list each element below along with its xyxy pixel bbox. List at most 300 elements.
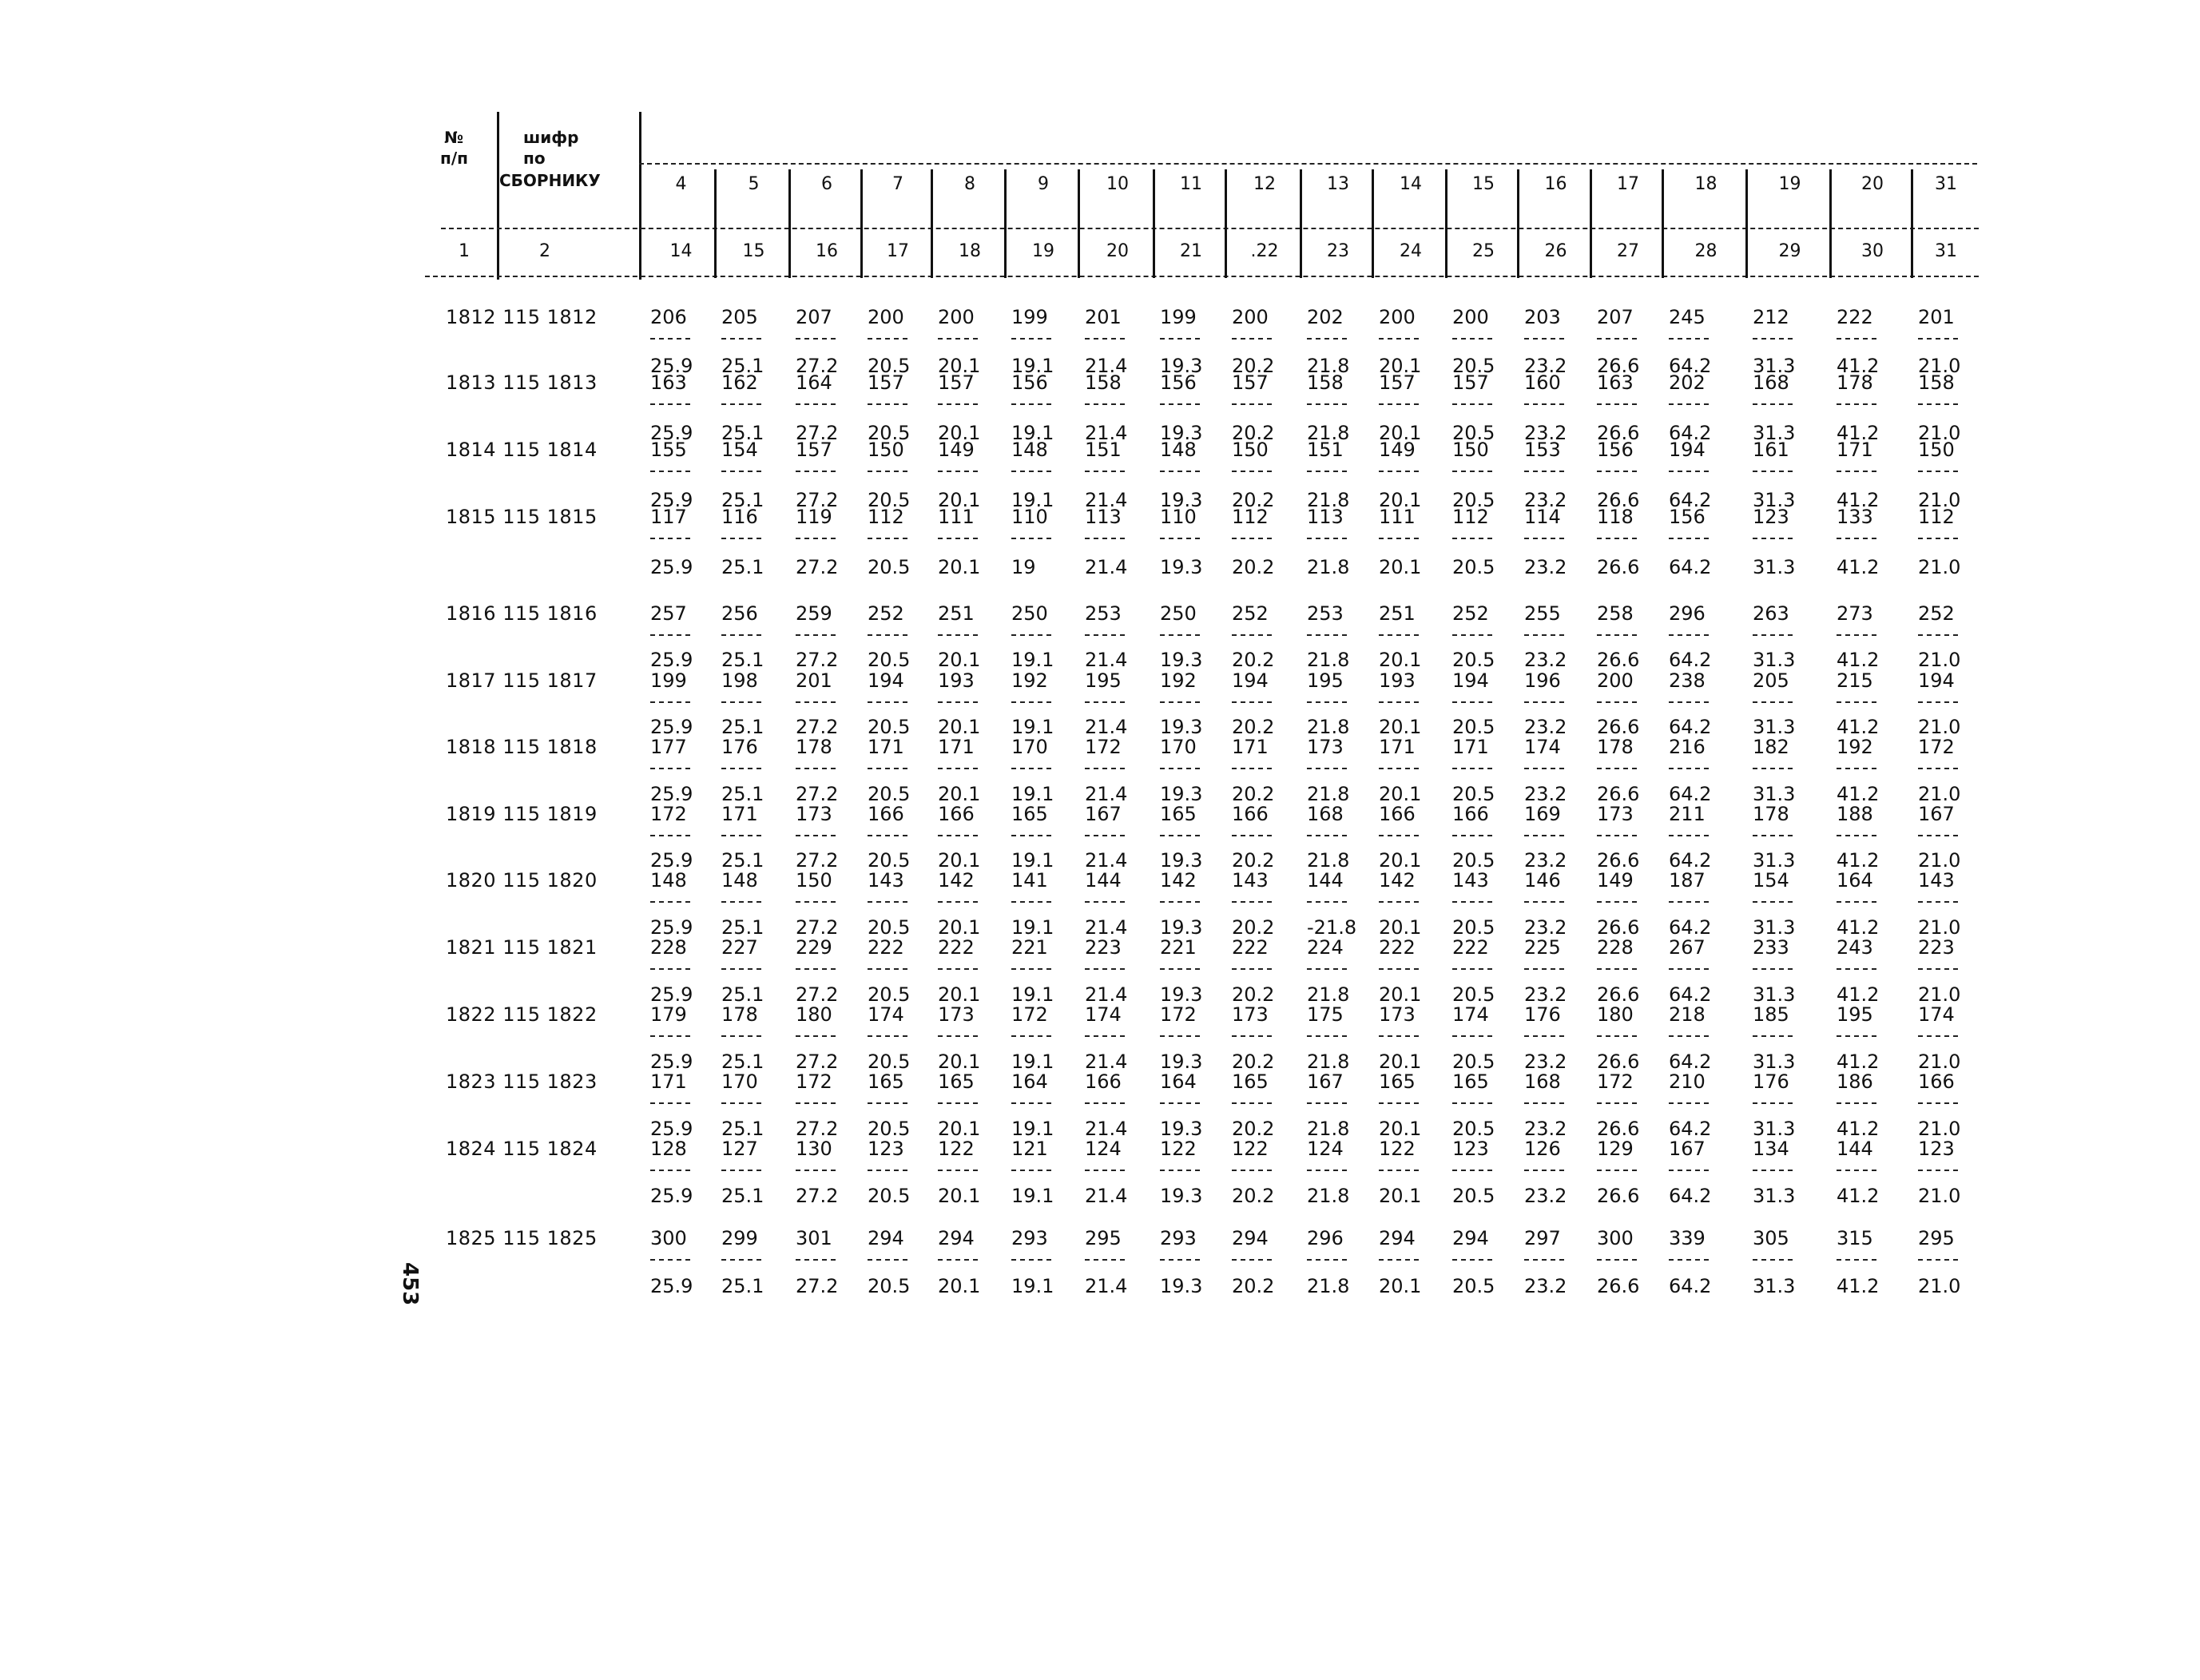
fraction-bar	[796, 1102, 836, 1104]
coefficient-value: 20.5	[1452, 1118, 1495, 1140]
coefficient-value: 23.2	[1524, 983, 1567, 1006]
price-value: 157	[1379, 371, 1416, 394]
coefficient-value: 20.1	[938, 1185, 981, 1207]
coefficient-value: 25.9	[650, 983, 693, 1006]
price-value: 166	[1379, 803, 1416, 825]
price-value: 156	[1669, 506, 1706, 528]
fraction-bar	[1597, 403, 1637, 405]
fraction-bar	[1160, 1035, 1200, 1037]
fraction-bar	[1524, 538, 1564, 539]
fraction-bar	[1232, 1035, 1272, 1037]
fraction-bar	[1753, 634, 1793, 636]
price-value: 175	[1307, 1003, 1344, 1026]
fraction-bar	[1669, 835, 1709, 836]
column-index-number: 19	[1032, 241, 1054, 261]
price-value: 252	[1452, 602, 1489, 625]
price-value: 222	[938, 936, 975, 959]
price-value: 151	[1085, 439, 1122, 461]
coefficient-value: 19.3	[1160, 489, 1203, 511]
price-value: 112	[1452, 506, 1489, 528]
price-value: 179	[650, 1003, 687, 1026]
fraction-bar	[650, 835, 690, 836]
coefficient-value: 25.9	[650, 649, 693, 671]
coefficient-value: 21.4	[1085, 1050, 1128, 1073]
fraction-bar	[1524, 634, 1564, 636]
column-divider	[931, 169, 933, 278]
price-value: 149	[1597, 869, 1634, 892]
price-value: 172	[1011, 1003, 1048, 1026]
column-index-number: 14	[669, 241, 693, 261]
fraction-bar	[1307, 634, 1347, 636]
fraction-bar	[1232, 835, 1272, 836]
price-value: 253	[1085, 602, 1122, 625]
coefficient-value: 19.3	[1160, 1185, 1203, 1207]
price-value: 144	[1307, 869, 1344, 892]
coefficient-value: 20.5	[1452, 1185, 1495, 1207]
fraction-bar	[650, 634, 690, 636]
fraction-bar	[721, 634, 761, 636]
header-divider	[497, 112, 499, 280]
fraction-bar	[1307, 403, 1347, 405]
coefficient-value: 20.1	[938, 983, 981, 1006]
fraction-bar	[1085, 634, 1125, 636]
fraction-bar	[1160, 1170, 1200, 1171]
coefficient-value: 20.5	[868, 1050, 911, 1073]
price-value: 194	[1918, 669, 1955, 692]
coefficient-value: 20.5	[868, 649, 911, 671]
coefficient-value: 26.6	[1597, 422, 1640, 444]
coefficient-value: 21.8	[1307, 489, 1350, 511]
price-value: 222	[1379, 936, 1416, 959]
price-value: 339	[1669, 1227, 1706, 1249]
coefficient-value: 64.2	[1669, 849, 1712, 872]
price-value: 202	[1669, 371, 1706, 394]
coefficient-value: 27.2	[796, 1185, 839, 1207]
price-value: 171	[721, 803, 758, 825]
coefficient-value: 21.0	[1918, 983, 1961, 1006]
fraction-bar	[1669, 701, 1709, 703]
coefficient-value: 21.4	[1085, 849, 1128, 872]
fraction-bar	[1307, 768, 1347, 769]
coefficient-value: 20.5	[1452, 849, 1495, 872]
price-value: 195	[1085, 669, 1122, 692]
row-code: 1820 115 1820	[446, 869, 598, 892]
coefficient-value: 31.3	[1753, 783, 1796, 805]
coefficient-value: 20.5	[1452, 783, 1495, 805]
fraction-bar	[1597, 701, 1637, 703]
fraction-bar	[650, 538, 690, 539]
fraction-bar	[938, 471, 978, 472]
coefficient-value: 21.4	[1085, 422, 1128, 444]
fraction-bar	[1085, 701, 1125, 703]
price-value: 161	[1753, 439, 1789, 461]
coefficient-value: 21.0	[1918, 1118, 1961, 1140]
price-value: 171	[1232, 736, 1269, 758]
fraction-bar	[1753, 1035, 1793, 1037]
column-divider	[1662, 169, 1664, 278]
coefficient-value: 23.2	[1524, 716, 1567, 738]
fraction-bar	[1379, 538, 1419, 539]
price-value: 163	[1597, 371, 1634, 394]
coefficient-value: 31.3	[1753, 355, 1796, 377]
fraction-bar	[1669, 471, 1709, 472]
coefficient-value: 41.2	[1837, 489, 1880, 511]
fraction-bar	[1085, 1170, 1125, 1171]
page-number: 453	[398, 1262, 422, 1306]
fraction-bar	[1597, 338, 1637, 340]
coefficient-value: 31.3	[1753, 1275, 1796, 1297]
column-index-number: 18	[959, 241, 981, 261]
coefficient-value: 26.6	[1597, 649, 1640, 671]
fraction-bar	[1669, 1259, 1709, 1261]
coefficient-value: 19	[1011, 556, 1036, 578]
price-value: 205	[1753, 669, 1789, 692]
coefficient-value: 20.2	[1232, 1185, 1275, 1207]
coefficient-value: 20.1	[938, 1050, 981, 1073]
coefficient-value: 41.2	[1837, 783, 1880, 805]
price-value: 162	[721, 371, 758, 394]
price-value: 206	[650, 306, 687, 328]
coefficient-value: 21.4	[1085, 1118, 1128, 1140]
fraction-bar	[1524, 768, 1564, 769]
fraction-bar	[1918, 538, 1958, 539]
coefficient-value: 20.1	[1379, 849, 1422, 872]
coefficient-value: 21.4	[1085, 983, 1128, 1006]
price-value: 165	[1452, 1070, 1489, 1093]
coefficient-value: 23.2	[1524, 649, 1567, 671]
column-header-number: 12	[1253, 174, 1276, 194]
price-value: 178	[1753, 803, 1789, 825]
fraction-bar	[868, 768, 907, 769]
price-value: 218	[1669, 1003, 1706, 1026]
coefficient-value: 23.2	[1524, 556, 1567, 578]
col2-title-top: шифр	[523, 128, 579, 147]
price-value: 173	[1307, 736, 1344, 758]
coefficient-value: 25.1	[721, 556, 764, 578]
coefficient-value: 25.1	[721, 1275, 764, 1297]
price-value: 113	[1307, 506, 1344, 528]
coefficient-value: 20.5	[1452, 649, 1495, 671]
coefficient-value: 27.2	[796, 983, 839, 1006]
price-value: 233	[1753, 936, 1789, 959]
coefficient-value: 21.0	[1918, 1275, 1961, 1297]
price-value: 123	[868, 1138, 904, 1160]
price-value: 212	[1753, 306, 1789, 328]
price-value: 143	[868, 869, 904, 892]
fraction-bar	[1452, 471, 1492, 472]
column-divider	[1590, 169, 1592, 278]
fraction-bar	[1307, 701, 1347, 703]
fraction-bar	[796, 403, 836, 405]
fraction-bar	[1232, 1259, 1272, 1261]
coefficient-value: 41.2	[1837, 1118, 1880, 1140]
fraction-bar	[938, 634, 978, 636]
coefficient-value: 25.1	[721, 649, 764, 671]
price-value: 172	[1085, 736, 1122, 758]
price-value: 188	[1837, 803, 1873, 825]
fraction-bar	[1307, 338, 1347, 340]
coefficient-value: 27.2	[796, 489, 839, 511]
coefficient-value: 20.2	[1232, 489, 1275, 511]
coefficient-value: 25.9	[650, 1118, 693, 1140]
coefficient-value: 20.5	[868, 849, 911, 872]
fraction-bar	[1452, 1170, 1492, 1171]
price-value: 251	[1379, 602, 1416, 625]
coefficient-value: 20.5	[1452, 716, 1495, 738]
fraction-bar	[1232, 901, 1272, 903]
fraction-bar	[1160, 701, 1200, 703]
fraction-bar	[1452, 901, 1492, 903]
price-value: 171	[1379, 736, 1416, 758]
price-value: 294	[868, 1227, 904, 1249]
price-value: 156	[1160, 371, 1197, 394]
fraction-bar	[1307, 1170, 1347, 1171]
fraction-bar	[1452, 403, 1492, 405]
coefficient-value: 25.9	[650, 916, 693, 939]
coefficient-value: 25.1	[721, 916, 764, 939]
fraction-bar	[1307, 1035, 1347, 1037]
fraction-bar	[1597, 835, 1637, 836]
coefficient-value: 25.1	[721, 849, 764, 872]
coefficient-value: 25.1	[721, 783, 764, 805]
coefficient-value: 19.3	[1160, 716, 1203, 738]
price-value: 156	[1011, 371, 1048, 394]
fraction-bar	[1085, 835, 1125, 836]
coefficient-value: 20.1	[938, 916, 981, 939]
fraction-bar	[1379, 403, 1419, 405]
price-value: 168	[1524, 1070, 1561, 1093]
coefficient-value: 31.3	[1753, 649, 1796, 671]
coefficient-value: 26.6	[1597, 556, 1640, 578]
coefficient-value: 20.2	[1232, 849, 1275, 872]
coefficient-value: 21.8	[1307, 1275, 1350, 1297]
column-divider	[1225, 169, 1227, 278]
fraction-bar	[1837, 338, 1876, 340]
fraction-bar	[1753, 701, 1793, 703]
fraction-bar	[1160, 403, 1200, 405]
coefficient-value: 20.1	[938, 649, 981, 671]
fraction-bar	[1918, 701, 1958, 703]
price-value: 174	[1918, 1003, 1955, 1026]
column-index-number: 20	[1106, 241, 1129, 261]
fraction-bar	[1524, 835, 1564, 836]
price-value: 178	[1837, 371, 1873, 394]
coefficient-value: 21.0	[1918, 489, 1961, 511]
fraction-bar	[1837, 403, 1876, 405]
coefficient-value: 26.6	[1597, 1185, 1640, 1207]
coefficient-value: 25.1	[721, 1050, 764, 1073]
fraction-bar	[1524, 701, 1564, 703]
price-value: 215	[1837, 669, 1873, 692]
price-value: 200	[1597, 669, 1634, 692]
price-value: 166	[1918, 1070, 1955, 1093]
fraction-bar	[1524, 901, 1564, 903]
fraction-bar	[1597, 538, 1637, 539]
fraction-bar	[1837, 968, 1876, 970]
price-value: 182	[1753, 736, 1789, 758]
coefficient-value: 23.2	[1524, 849, 1567, 872]
fraction-bar	[1524, 968, 1564, 970]
fraction-bar	[1085, 471, 1125, 472]
price-value: 157	[796, 439, 832, 461]
fraction-bar	[1307, 1102, 1347, 1104]
coefficient-value: 20.1	[1379, 1275, 1422, 1297]
price-value: 192	[1011, 669, 1048, 692]
coefficient-value: 27.2	[796, 849, 839, 872]
price-value: 203	[1524, 306, 1561, 328]
coefficient-value: 20.1	[938, 1118, 981, 1140]
fraction-bar	[1379, 901, 1419, 903]
fraction-bar	[1379, 1259, 1419, 1261]
coefficient-value: 20.1	[1379, 1118, 1422, 1140]
coefficient-value: 19.1	[1011, 1185, 1054, 1207]
price-value: 245	[1669, 306, 1706, 328]
price-value: 150	[796, 869, 832, 892]
price-value: 194	[1452, 669, 1489, 692]
column-divider	[714, 169, 717, 278]
coefficient-value: 20.2	[1232, 783, 1275, 805]
price-value: 123	[1918, 1138, 1955, 1160]
coefficient-value: 19.3	[1160, 649, 1203, 671]
fraction-bar	[1011, 1259, 1051, 1261]
fraction-bar	[1232, 968, 1272, 970]
coefficient-value: 25.1	[721, 1118, 764, 1140]
price-value: 123	[1753, 506, 1789, 528]
fraction-bar	[1837, 835, 1876, 836]
price-value: 142	[938, 869, 975, 892]
coefficient-value: 25.9	[650, 1050, 693, 1073]
column-index-number: 29	[1778, 241, 1801, 261]
row-code: 1824 115 1824	[446, 1138, 598, 1160]
coefficient-value: 21.0	[1918, 849, 1961, 872]
price-value: 201	[796, 669, 832, 692]
column-divider	[1829, 169, 1832, 278]
price-value: 211	[1669, 803, 1706, 825]
coefficient-value: 20.5	[868, 716, 911, 738]
coefficient-value: 20.5	[868, 355, 911, 377]
column-index-number: 27	[1617, 241, 1639, 261]
coefficient-value: 19.3	[1160, 556, 1203, 578]
price-value: 133	[1837, 506, 1873, 528]
coefficient-value: 23.2	[1524, 355, 1567, 377]
price-value: 193	[938, 669, 975, 692]
coefficient-value: 20.2	[1232, 556, 1275, 578]
fraction-bar	[1597, 768, 1637, 769]
price-value: 174	[1524, 736, 1561, 758]
fraction-bar	[1524, 1259, 1564, 1261]
coefficient-value: 19.3	[1160, 355, 1203, 377]
fraction-bar	[1753, 968, 1793, 970]
price-value: 172	[796, 1070, 832, 1093]
fraction-bar	[1452, 1259, 1492, 1261]
fraction-bar	[796, 471, 836, 472]
price-value: 200	[1379, 306, 1416, 328]
fraction-bar	[721, 901, 761, 903]
fraction-bar	[1918, 634, 1958, 636]
price-value: 119	[796, 506, 832, 528]
coefficient-value: 20.1	[938, 489, 981, 511]
coefficient-value: 19.1	[1011, 649, 1054, 671]
price-value: 166	[1232, 803, 1269, 825]
coefficient-value: 21.8	[1307, 783, 1350, 805]
row-code: 1817 115 1817	[446, 669, 598, 692]
fraction-bar	[1669, 1102, 1709, 1104]
coefficient-value: 20.1	[938, 716, 981, 738]
price-value: 154	[1753, 869, 1789, 892]
price-value: 165	[1379, 1070, 1416, 1093]
coefficient-value: 25.9	[650, 849, 693, 872]
column-header-number: 19	[1778, 174, 1801, 194]
coefficient-value: 20.1	[1379, 422, 1422, 444]
price-value: 195	[1307, 669, 1344, 692]
price-value: 228	[650, 936, 687, 959]
fraction-bar	[1524, 1102, 1564, 1104]
price-value: 297	[1524, 1227, 1561, 1249]
coefficient-value: 27.2	[796, 556, 839, 578]
price-value: 151	[1307, 439, 1344, 461]
index-second: 2	[539, 241, 550, 261]
coefficient-value: 31.3	[1753, 556, 1796, 578]
fraction-bar	[796, 538, 836, 539]
coefficient-value: 25.9	[650, 556, 693, 578]
price-value: 178	[1597, 736, 1634, 758]
price-value: 171	[650, 1070, 687, 1093]
price-value: 171	[1452, 736, 1489, 758]
coefficient-value: 21.4	[1085, 916, 1128, 939]
column-header-number: 10	[1106, 174, 1129, 194]
fraction-bar	[1597, 901, 1637, 903]
column-header-number: 18	[1694, 174, 1718, 194]
column-header-number: 11	[1180, 174, 1202, 194]
coefficient-value: 20.1	[1379, 556, 1422, 578]
column-index-number: 16	[816, 241, 838, 261]
col1-title-bottom: п/п	[440, 149, 468, 168]
column-header-number: 5	[748, 174, 760, 194]
fraction-bar	[1307, 835, 1347, 836]
coefficient-value: 19.1	[1011, 983, 1054, 1006]
price-value: 172	[1918, 736, 1955, 758]
price-value: 193	[1379, 669, 1416, 692]
col2-title-mid: по	[523, 149, 546, 168]
coefficient-value: 23.2	[1524, 422, 1567, 444]
fraction-bar	[1452, 701, 1492, 703]
coefficient-value: 21.0	[1918, 1185, 1961, 1207]
coefficient-value: 41.2	[1837, 983, 1880, 1006]
coefficient-value: 23.2	[1524, 1275, 1567, 1297]
price-value: 199	[1011, 306, 1048, 328]
coefficient-value: 31.3	[1753, 916, 1796, 939]
fraction-bar	[938, 968, 978, 970]
fraction-bar	[1379, 701, 1419, 703]
fraction-bar	[1379, 1170, 1419, 1171]
coefficient-value: 41.2	[1837, 1275, 1880, 1297]
coefficient-value: 20.1	[1379, 983, 1422, 1006]
coefficient-value: 21.8	[1307, 422, 1350, 444]
price-value: 129	[1597, 1138, 1634, 1160]
coefficient-value: 20.2	[1232, 716, 1275, 738]
coefficient-value: 19.3	[1160, 422, 1203, 444]
price-value: 122	[1160, 1138, 1197, 1160]
price-value: 158	[1085, 371, 1122, 394]
fraction-bar	[1669, 634, 1709, 636]
fraction-bar	[1837, 1102, 1876, 1104]
fraction-bar	[1160, 1259, 1200, 1261]
column-index-number: .22	[1250, 241, 1279, 261]
coefficient-value: 20.1	[938, 422, 981, 444]
price-value: 225	[1524, 936, 1561, 959]
fraction-bar	[1524, 338, 1564, 340]
coefficient-value: 64.2	[1669, 916, 1712, 939]
